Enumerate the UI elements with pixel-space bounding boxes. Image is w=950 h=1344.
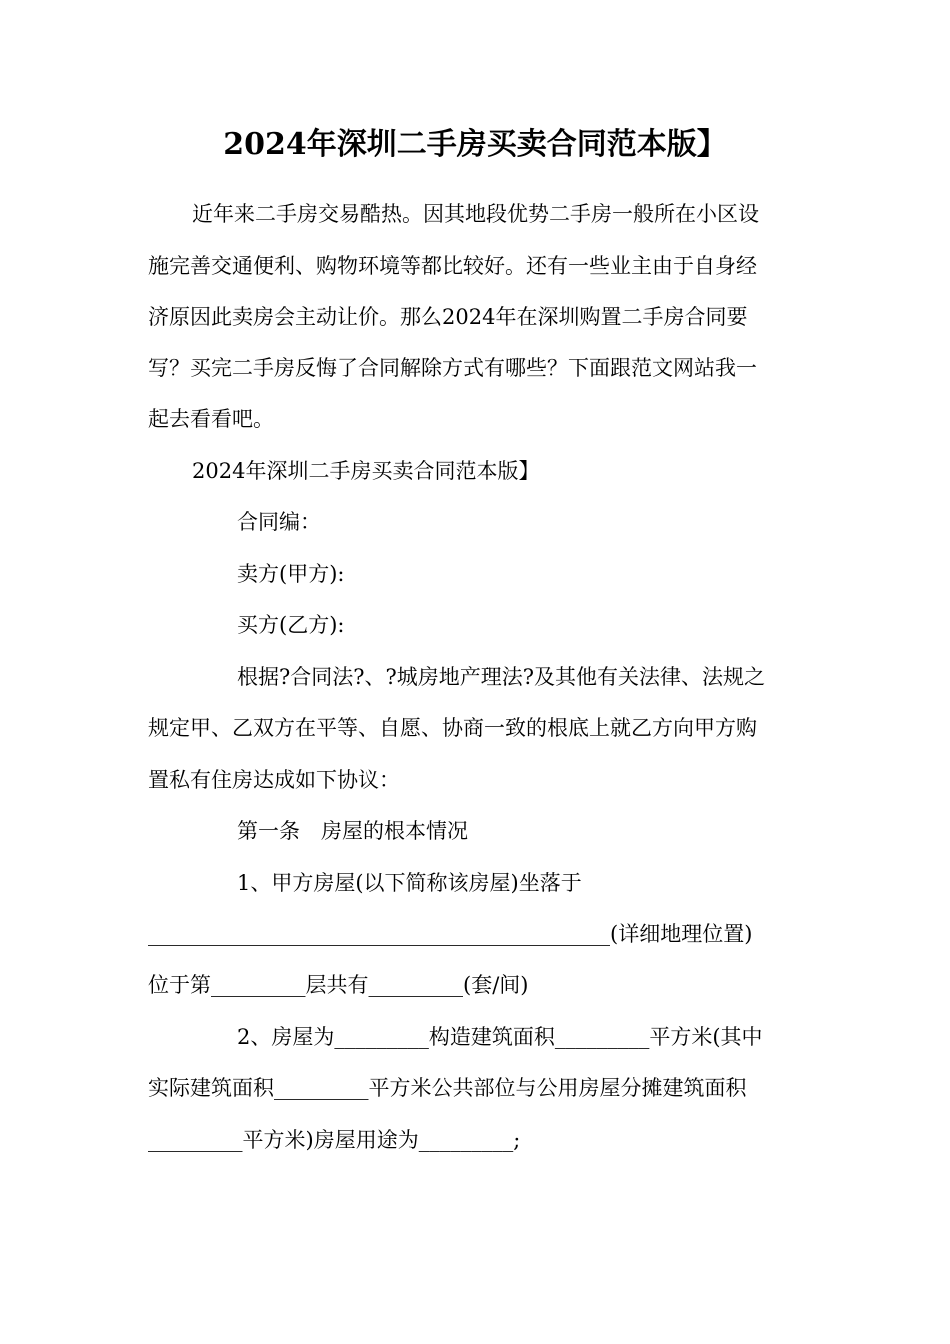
clause-2-line-3: _________平方米)房屋用途为_________; xyxy=(148,1128,521,1152)
buyer-line: 买方(乙方): xyxy=(237,613,345,637)
clause-1-line-3: 位于第_________层共有_________(套/间) xyxy=(148,973,529,997)
article-1-heading: 第一条 房屋的根本情况 xyxy=(237,819,468,843)
preamble-line-3: 置私有住房达成如下协议： xyxy=(148,768,400,792)
intro-line-5: 起去看看吧。 xyxy=(148,407,274,431)
section-heading: 2024年深圳二手房买卖合同范本版】 xyxy=(192,459,540,483)
document-title: 2024年深圳二手房买卖合同范本版】 xyxy=(223,127,727,162)
intro-line-1: 近年来二手房交易酷热。因其地段优势二手房一般所在小区设 xyxy=(192,202,759,226)
preamble-line-1: 根据?合同法?、?城房地产理法?及其他有关法律、法规之 xyxy=(237,665,766,689)
contract-number: 合同编： xyxy=(237,510,321,534)
clause-1-line-2: ____________________________________________(详细地理位置) xyxy=(148,922,753,946)
intro-line-4: 写？买完二手房反悔了合同解除方式有哪些？下面跟范文网站我一 xyxy=(148,356,757,380)
clause-2-line-2: 实际建筑面积_________平方米公共部位与公用房屋分摊建筑面积 xyxy=(148,1076,747,1100)
seller-line: 卖方(甲方): xyxy=(237,562,345,586)
preamble-line-2: 规定甲、乙双方在平等、自愿、协商一致的根底上就乙方向甲方购 xyxy=(148,716,757,740)
clause-1-line-1: 1、甲方房屋(以下简称该房屋)坐落于 xyxy=(237,871,582,895)
intro-line-2: 施完善交通便利、购物环境等都比较好。还有一些业主由于自身经 xyxy=(148,254,757,278)
clause-2-line-1: 2、房屋为_________构造建筑面积_________平方米(其中 xyxy=(237,1025,763,1049)
intro-line-3: 济原因此卖房会主动让价。那么2024年在深圳购置二手房合同要 xyxy=(148,305,748,329)
